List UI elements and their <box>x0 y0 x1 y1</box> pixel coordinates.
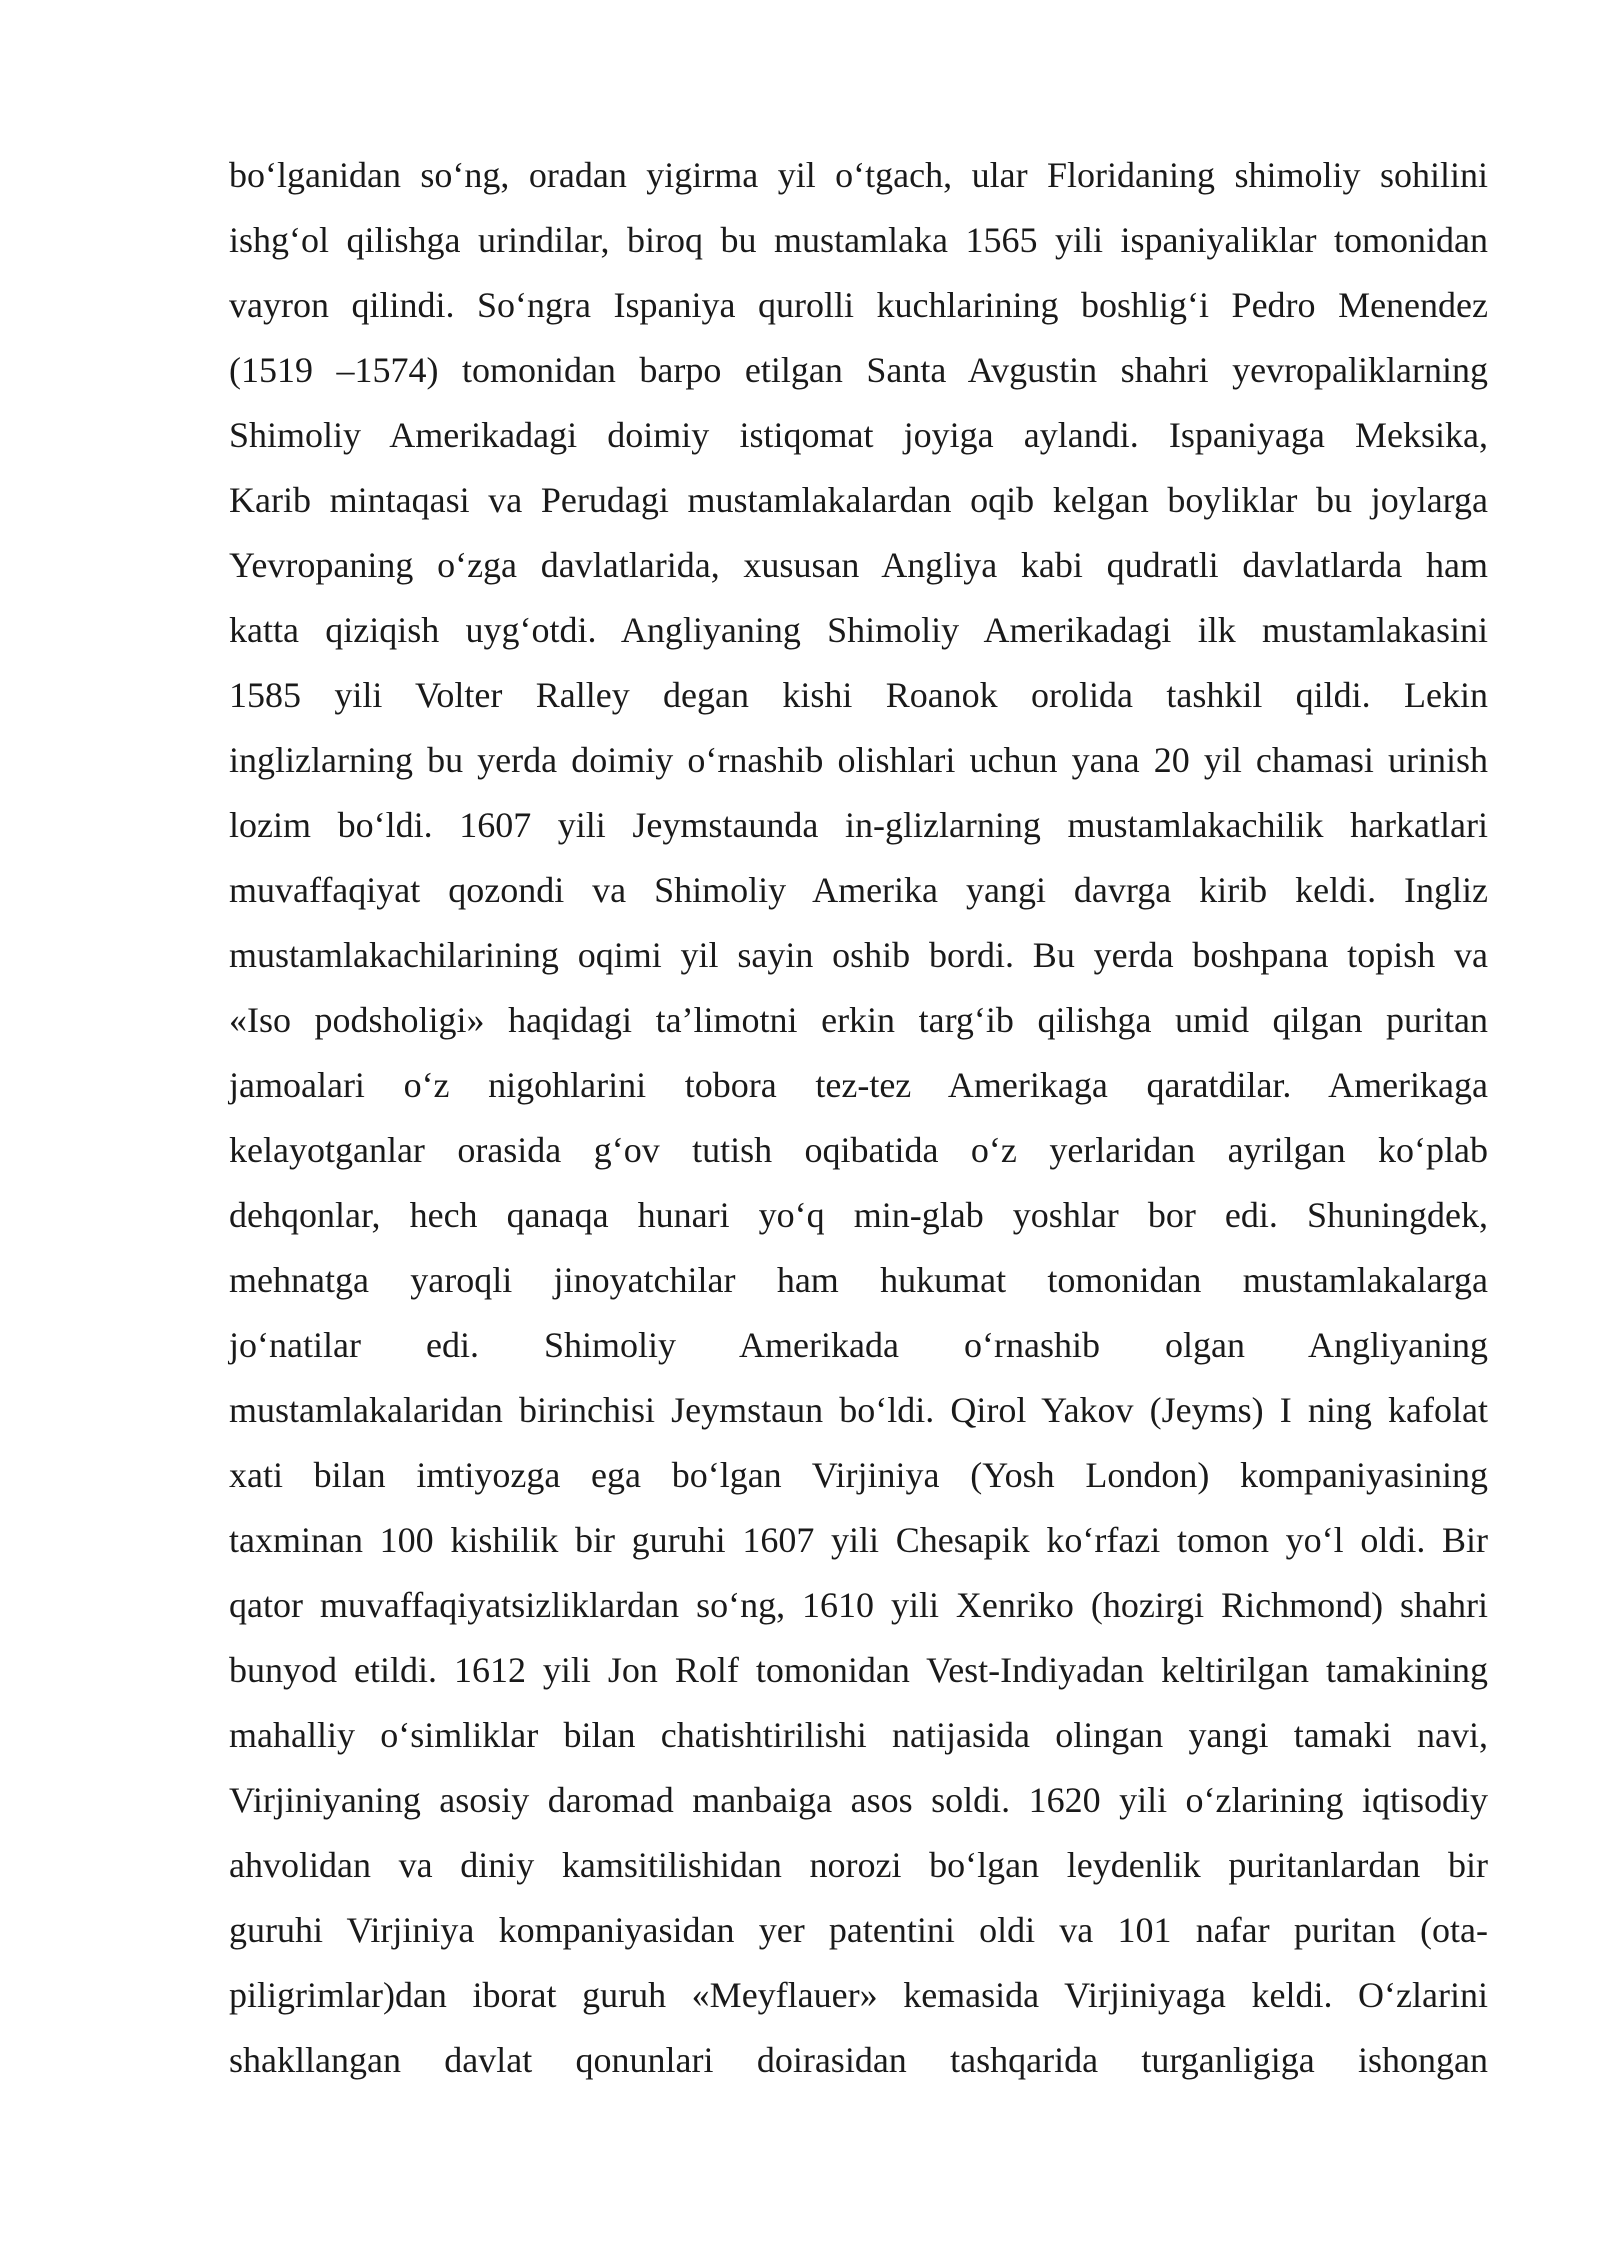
text-line: Karib mintaqasi va Perudagi mustamlakalardan oqib kelgan boyliklar bu joylarga <box>229 480 1488 520</box>
text-line: xati bilan imtiyozga ega bo‘lgan Virjiniya (Yosh London) kompaniyasining <box>229 1455 1488 1495</box>
text-line: dehqonlar, hech qanaqa hunari yo‘q min-glab yoshlar bor edi. Shuningdek, <box>229 1195 1488 1235</box>
text-line: 1585 yili Volter Ralley degan kishi Roanok orolida tashkil qildi. Lekin <box>229 675 1488 715</box>
text-line: ahvolidan va diniy kamsitilishidan norozi bo‘lgan leydenlik puritanlardan bir <box>229 1845 1488 1885</box>
body-text <box>229 149 1488 2099</box>
text-line: qator muvaffaqiyatsizliklardan so‘ng, 1610 yili Xenriko (hozirgi Richmond) shahri <box>229 1585 1488 1625</box>
text-line: kelayotganlar orasida g‘ov tutish oqibatida o‘z yerlaridan ayrilgan ko‘plab <box>229 1130 1488 1170</box>
text-line: piligrimlar)dan iborat guruh «Meyflauer» kemasida Virjiniyaga keldi. O‘zlarini <box>229 1975 1488 2015</box>
text-line: lozim bo‘ldi. 1607 yili Jeymstaunda in-glizlarning mustamlakachilik harkatlari <box>229 805 1488 845</box>
text-line: mustamlakalaridan birinchisi Jeymstaun bo‘ldi. Qirol Yakov (Jeyms) I ning kafolat <box>229 1390 1488 1430</box>
text-line: inglizlarning bu yerda doimiy o‘rnashib olishlari uchun yana 20 yil chamasi urinish <box>229 740 1488 780</box>
text-line: Yevropaning o‘zga davlatlarida, xususan Angliya kabi qudratli davlatlarda ham <box>229 545 1488 585</box>
text-line: (1519 –1574) tomonidan barpo etilgan Santa Avgustin shahri yevropaliklarning <box>229 350 1488 390</box>
text-line: mahalliy o‘simliklar bilan chatishtirilishi natijasida olingan yangi tamaki navi, <box>229 1715 1488 1755</box>
text-line: muvaffaqiyat qozondi va Shimoliy Amerika yangi davrga kirib keldi. Ingliz <box>229 870 1488 910</box>
text-line: shakllangan davlat qonunlari doirasidan tashqarida turganligiga ishongan <box>229 2040 1488 2080</box>
text-line: bunyod etildi. 1612 yili Jon Rolf tomonidan Vest-Indiyadan keltirilgan tamakining <box>229 1650 1488 1690</box>
text-line: taxminan 100 kishilik bir guruhi 1607 yili Chesapik ko‘rfazi tomon yo‘l oldi. Bir <box>229 1520 1488 1560</box>
text-line: mustamlakachilarining oqimi yil sayin oshib bordi. Bu yerda boshpana topish va <box>229 935 1488 975</box>
text-line: guruhi Virjiniya kompaniyasidan yer patentini oldi va 101 nafar puritan (ota- <box>229 1910 1488 1950</box>
text-line: Shimoliy Amerikadagi doimiy istiqomat joyiga aylandi. Ispaniyaga Meksika, <box>229 415 1488 455</box>
text-line: jamoalari o‘z nigohlarini tobora tez-tez Amerikaga qaratdilar. Amerikaga <box>229 1065 1488 1105</box>
text-line: Virjiniyaning asosiy daromad manbaiga asos soldi. 1620 yili o‘zlarining iqtisodiy <box>229 1780 1488 1820</box>
text-line: katta qiziqish uyg‘otdi. Angliyaning Shimoliy Amerikadagi ilk mustamlakasini <box>229 610 1488 650</box>
text-line: ishg‘ol qilishga urindilar, biroq bu mustamlaka 1565 yili ispaniyaliklar tomonidan <box>229 220 1488 260</box>
text-line: mehnatga yaroqli jinoyatchilar ham hukumat tomonidan mustamlakalarga <box>229 1260 1488 1300</box>
text-line: «Iso podsholigi» haqidagi ta’limotni erkin targ‘ib qilishga umid qilgan puritan <box>229 1000 1488 1040</box>
text-line: vayron qilindi. So‘ngra Ispaniya qurolli kuchlarining boshlig‘i Pedro Menendez <box>229 285 1488 325</box>
text-line: jo‘natilar edi. Shimoliy Amerikada o‘rnashib olgan Angliyaning <box>229 1325 1488 1365</box>
text-line: bo‘lganidan so‘ng, oradan yigirma yil o‘tgach, ular Floridaning shimoliy sohilini <box>229 155 1488 195</box>
